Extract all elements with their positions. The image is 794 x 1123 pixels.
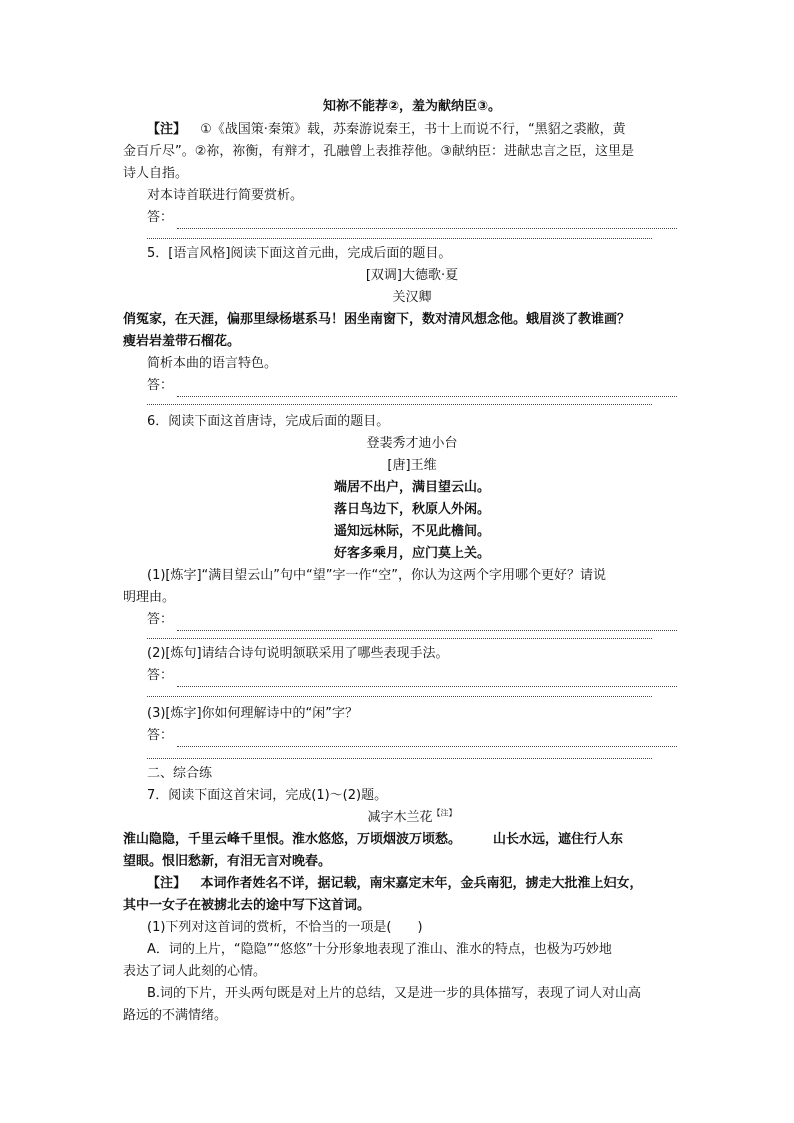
answer-label: 答： <box>147 668 174 683</box>
answer-label: 答： <box>147 210 174 225</box>
poem-author: 关汉卿 <box>392 290 432 305</box>
sub-question: (2)[炼句]请结合诗句说明颔联采用了哪些表现手法。 <box>147 646 449 661</box>
answer-label: 答： <box>147 728 174 743</box>
sub-question: 明理由。 <box>123 590 176 605</box>
answer-label: 答： <box>147 612 174 627</box>
poem-line: 落日鸟边下，秋原人外闲。 <box>333 502 490 517</box>
answer-row[interactable] <box>147 665 677 687</box>
answer-line[interactable] <box>177 382 677 397</box>
answer-line[interactable] <box>177 732 677 747</box>
answer-line[interactable] <box>177 214 677 229</box>
answer-row[interactable] <box>147 375 677 397</box>
answer-line[interactable] <box>147 403 652 405</box>
sub-question: (3)[炼字]你如何理解诗中的“闲”字？ <box>147 706 359 721</box>
question-stem: 6．阅读下面这首唐诗，完成后面的题目。 <box>147 414 390 429</box>
note-line: 【注】 本词作者姓名不详，据记载，南宋嘉定末年，金兵南犯，掳走大批淮上妇女， <box>147 876 643 891</box>
poem-text: 俏冤家，在天涯，偏那里绿杨堪系马！困坐南窗下，数对清风想念他。蛾眉淡了教谁画？ <box>123 312 631 327</box>
answer-line[interactable] <box>147 237 652 239</box>
note-line: 金百斤尽”。②祢，祢衡，有辩才，孔融曾上表推荐他。③献纳臣：进献忠言之臣，这里是 <box>123 144 635 159</box>
poem-title-row <box>147 807 677 829</box>
section-heading: 二、综合练 <box>147 766 213 781</box>
title-note-mark: 【注】 <box>432 808 457 818</box>
poem-title: 减字木兰花 <box>367 810 433 825</box>
question-task: 对本诗首联进行简要赏析。 <box>147 188 304 203</box>
answer-row[interactable] <box>147 725 677 747</box>
poem-text: 淮山隐隐，千里云峰千里恨。淮水悠悠，万顷烟波万顷愁。 山长水远，遮住行人东 <box>123 832 624 847</box>
note-line: 【注】 ①《战国策·秦策》载，苏秦游说秦王，书十上而说不行，“黑貂之裘敝，黄 <box>147 122 626 137</box>
poem-last-line: 知祢不能荐②，羞为献纳臣③。 <box>322 99 501 114</box>
answer-line[interactable] <box>177 616 677 631</box>
answer-line[interactable] <box>147 637 652 639</box>
question-stem: 5．[语言风格]阅读下面这首元曲，完成后面的题目。 <box>147 246 452 261</box>
sub-question: (1)下列对这首词的赏析，不恰当的一项是( ) <box>147 920 423 935</box>
poem-author: [唐]王维 <box>387 458 437 473</box>
poem-text: 瘦岩岩羞带石榴花。 <box>123 334 241 349</box>
poem-line: 端居不出户，满目望云山。 <box>333 480 490 495</box>
answer-line[interactable] <box>177 672 677 687</box>
note-line: 其中一女子在被掳北去的途中写下这首词。 <box>123 898 371 913</box>
note-tag: 【注】 <box>147 122 187 137</box>
poem-text: 望眼。恨旧愁新，有泪无言对晚春。 <box>123 854 332 869</box>
sub-question: (1)[炼字]“满目望云山”句中“望”字一作“空”，你认为这两个字用哪个更好？请说 <box>147 568 606 583</box>
option-b[interactable]: 路远的不满情绪。 <box>123 1008 228 1023</box>
answer-line[interactable] <box>147 757 652 759</box>
option-a[interactable]: A．词的上片，“隐隐”“悠悠”十分形象地表现了淮山、淮水的特点，也极为巧妙地 <box>147 942 612 957</box>
question-task: 简析本曲的语言特色。 <box>147 356 278 371</box>
poem-title: 登裴秀才迪小台 <box>366 436 458 451</box>
question-stem: 7．阅读下面这首宋词，完成(1)～(2)题。 <box>147 788 388 803</box>
option-b[interactable]: B.词的下片，开头两句既是对上片的总结，又是进一步的具体描写，表现了词人对山高 <box>147 986 642 1001</box>
answer-row[interactable] <box>147 609 677 631</box>
note-tag: 【注】 <box>147 876 187 891</box>
poem-line: 遥知远林际，不见此檐间。 <box>333 524 490 539</box>
answer-row[interactable] <box>147 207 677 229</box>
poem-line: 好客多乘月，应门莫上关。 <box>333 546 490 561</box>
poem-title: [双调]大德歌·夏 <box>365 268 459 283</box>
answer-line[interactable] <box>147 695 652 697</box>
answer-label: 答： <box>147 378 174 393</box>
option-a[interactable]: 表达了词人此刻的心情。 <box>123 964 267 979</box>
note-line: 诗人自指。 <box>123 166 189 181</box>
